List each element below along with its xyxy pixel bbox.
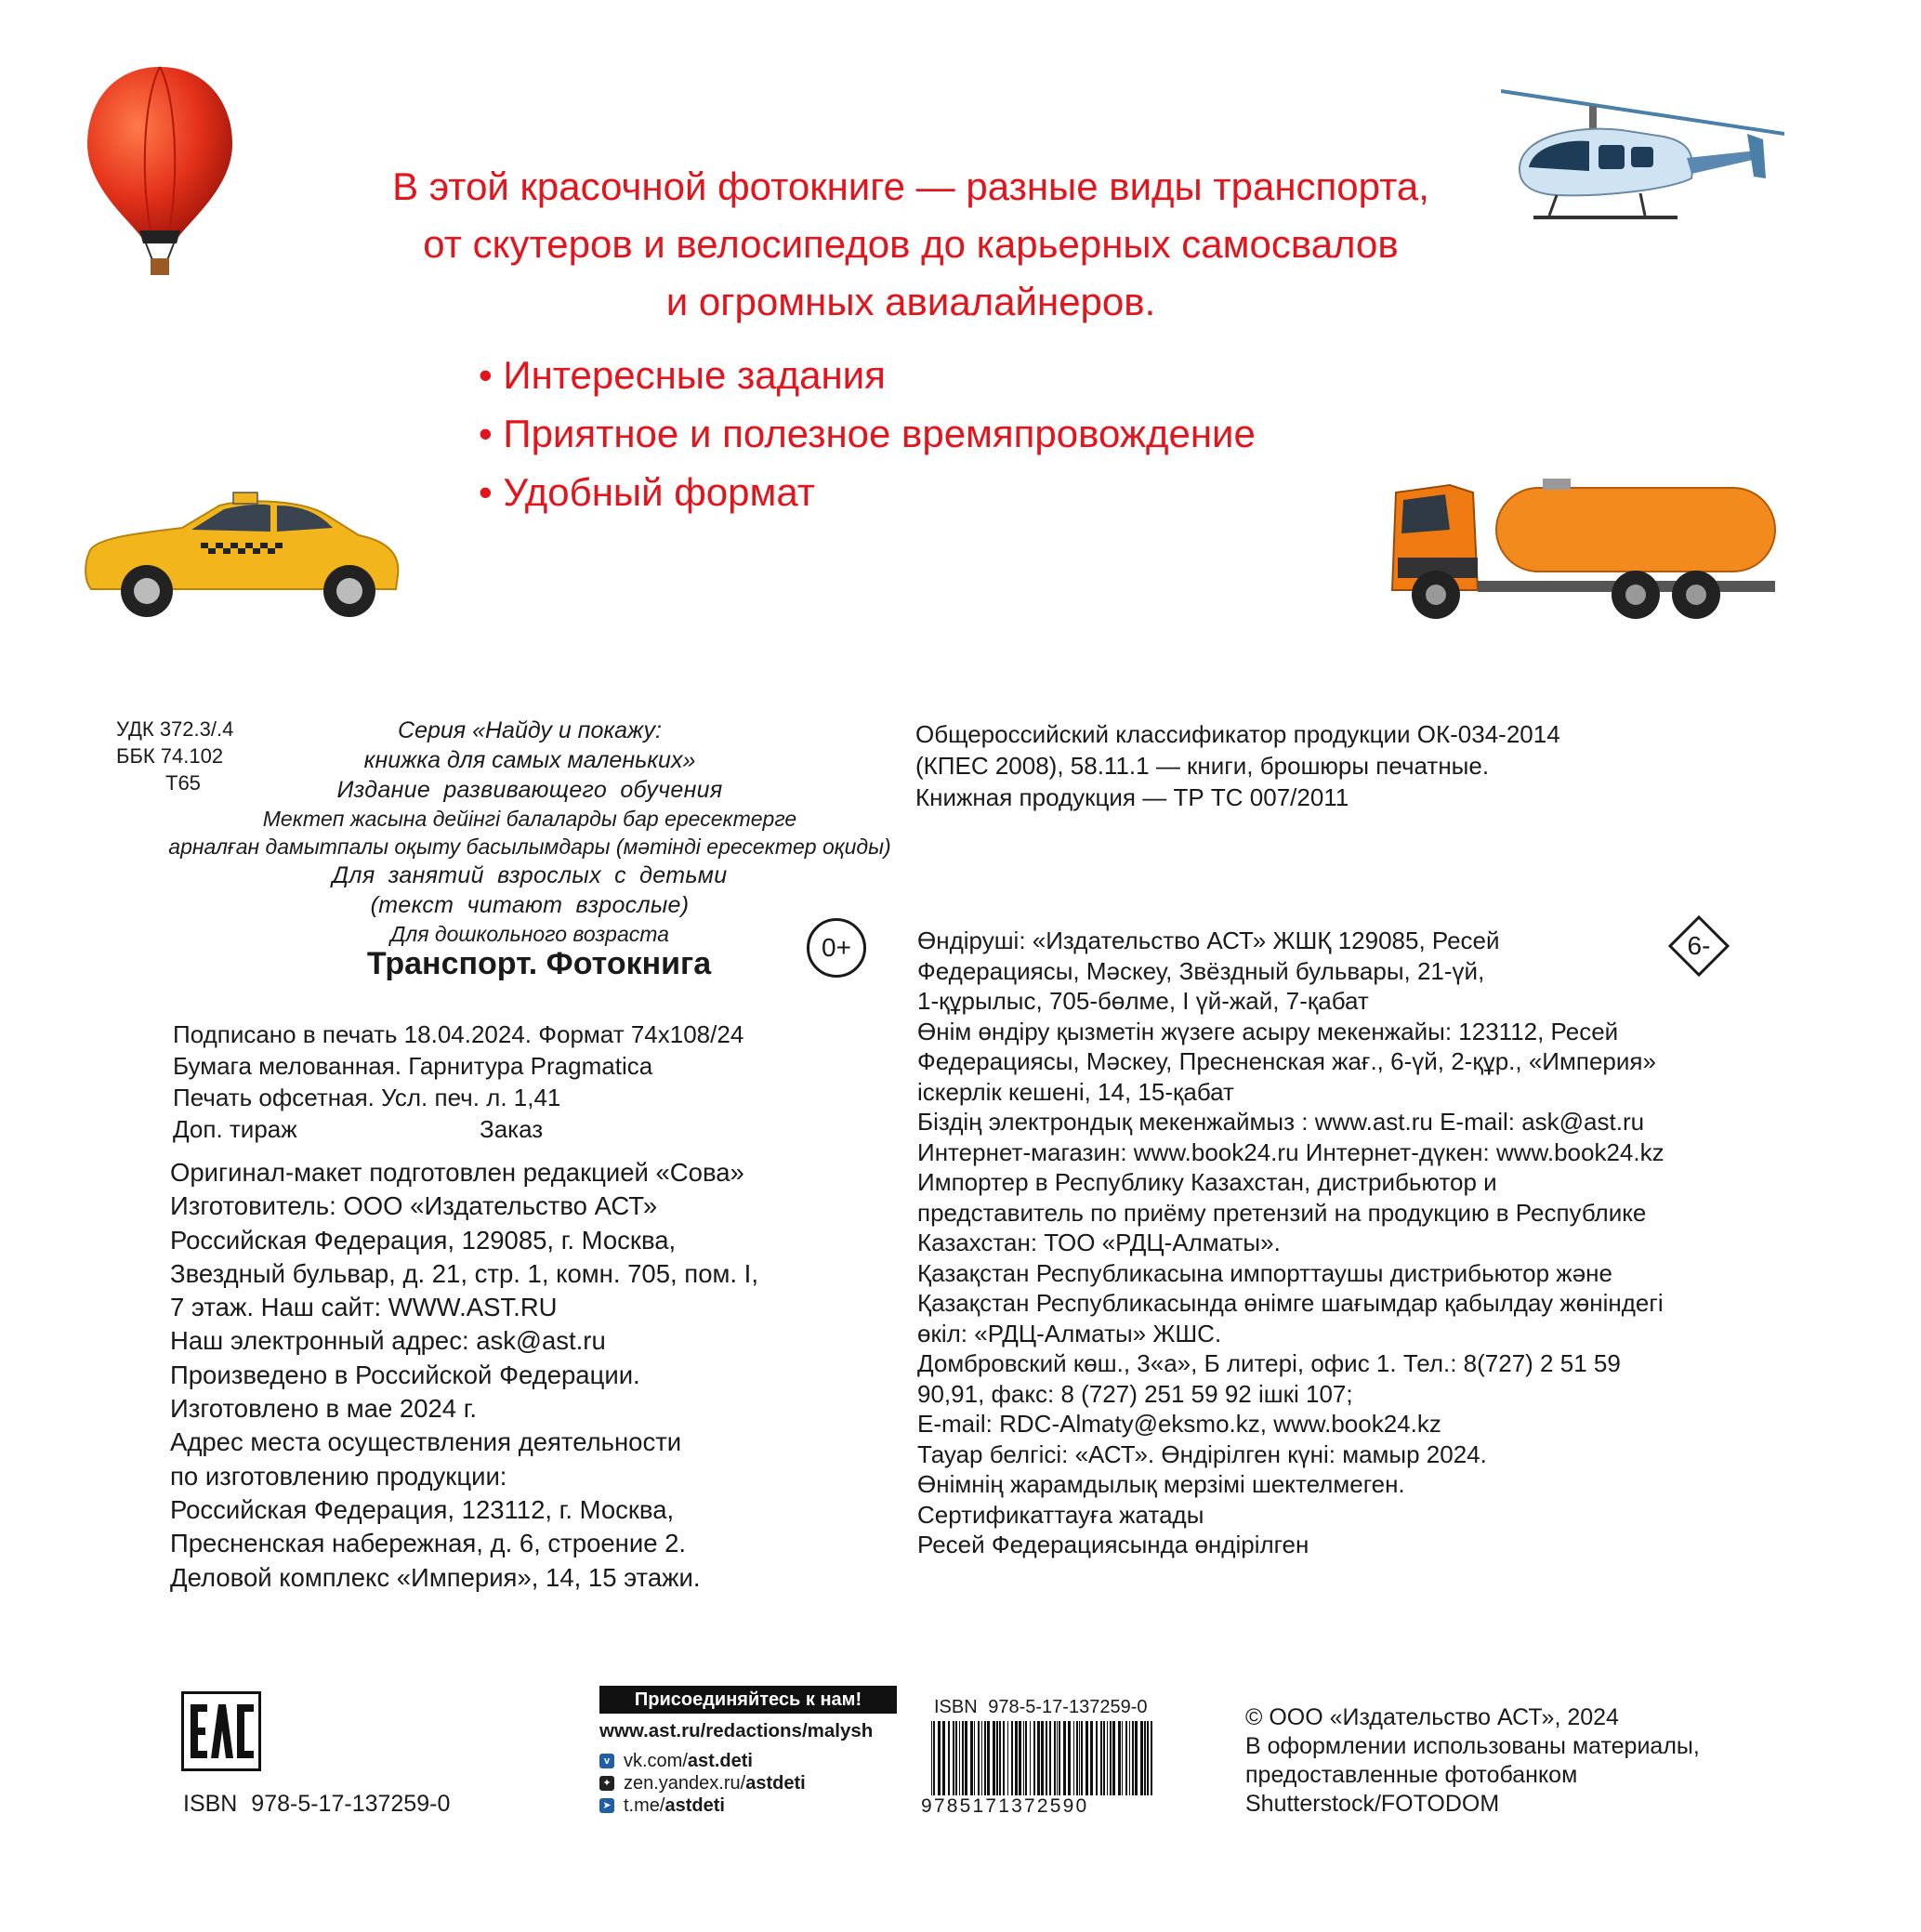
print-method: Печать офсетная. Усл. печ. л. 1,41	[173, 1084, 561, 1111]
maker-line: Произведено в Российской Федерации.	[170, 1360, 640, 1389]
print-signed: Подписано в печать 18.04.2024. Формат 74х108/24	[173, 1020, 744, 1048]
author-mark: Т65	[165, 771, 201, 795]
kz-line: E-mail: RDC-Almaty@eksmo.kz, www.book24.kz	[917, 1410, 1441, 1438]
maker-line: Изготовлено в мае 2024 г.	[170, 1394, 478, 1424]
isbn-text: ISBN 978-5-17-137259-0	[183, 1791, 451, 1817]
kazakhstan-info	[917, 926, 1782, 1560]
maker-line: 7 этаж. Наш сайт: WWW.AST.RU	[170, 1293, 558, 1322]
kz-line: Федерациясы, Мәскеу, Пресненская жағ., 6-үй, 2-құр., «Империя»	[917, 1047, 1656, 1075]
vk-icon: v	[599, 1754, 614, 1768]
copyright-line: предоставленные фотобанком	[1245, 1762, 1578, 1788]
kz-line: Қазақстан Республикасында өнімге шағымдар қабылдау жөніндегі	[917, 1289, 1664, 1317]
kz-line: представитель по приёму претензий на продукцию в Республике	[917, 1198, 1647, 1227]
print-paper: Бумага мелованная. Гарнитура Pragmatica	[173, 1052, 653, 1080]
social-prefix: zen.yandex.ru/	[624, 1773, 746, 1794]
series-line: Для дошкольного возраста	[390, 922, 669, 946]
social-links	[599, 1750, 806, 1817]
copyright-line: © ООО «Издательство АСТ», 2024	[1245, 1704, 1619, 1730]
barcode-isbn: ISBN 978-5-17-137259-0	[934, 1697, 1148, 1717]
intro-line: В этой красочной фотокниге — разные виды транспорта,	[392, 164, 1429, 208]
kz-line: Біздің электрондық мекенжаймыз : www.ast.ru E-mail: ask@ast.ru	[917, 1108, 1645, 1136]
kz-line: Қазақстан Республикасына импорттаушы дистрибьютор және	[917, 1258, 1612, 1287]
udk-code: УДК 372.3/.4	[116, 717, 234, 741]
maker-line: Изготовитель: ООО «Издательство АСТ»	[170, 1191, 658, 1221]
join-us-banner: Присоединяйтесь к нам!	[599, 1686, 897, 1714]
tanker-truck-image	[1385, 465, 1784, 623]
taxi-image	[80, 487, 405, 626]
maker-line: Пресненская набережная, д. 6, строение 2.	[170, 1529, 687, 1558]
maker-line: Адрес места осуществления деятельности	[170, 1427, 682, 1457]
order-label: Заказ	[480, 1115, 544, 1143]
hot-air-balloon-image	[86, 65, 234, 283]
kz-line: Тауар белгісі: «АСТ». Өндірілген күні: мамыр 2024.	[917, 1439, 1487, 1468]
maker-line: по изготовлению продукции:	[170, 1461, 507, 1491]
kz-line: Өнім өндіру қызметін жүзеге асыру мекенжайы: 123112, Ресей	[917, 1017, 1619, 1045]
bbk-code: ББК 74.102	[116, 744, 224, 768]
kz-line: 1-құрылыс, 705-бөлме, I үй-жай, 7-қабат	[917, 987, 1369, 1015]
classifier-line: Книжная продукция — ТР ТС 007/2011	[915, 783, 1349, 811]
age-rating-badge: 0+	[807, 918, 866, 978]
intro-line: и огромных авиалайнеров.	[665, 280, 1156, 323]
feature-item: • Интересные задания	[479, 346, 1256, 404]
series-line: книжка для самых маленьких»	[363, 747, 696, 773]
kz-line: Импортер в Республику Казахстан, дистрибьютор и	[917, 1168, 1497, 1196]
social-handle: ast.deti	[687, 1751, 753, 1771]
maker-line: Оригинал-макет подготовлен редакцией «Сова»	[170, 1158, 744, 1187]
series-line: (текст читают взрослые)	[370, 892, 690, 918]
kz-line: Федерациясы, Мәскеу, Звёздный бульвары, 21-үй,	[917, 956, 1485, 985]
kz-line: Өндіруші: «Издательство АСТ» ЖШҚ 129085, Ресей	[917, 927, 1500, 954]
intro-text	[279, 158, 1543, 331]
print-info	[173, 1019, 743, 1145]
kz-line: 90,91, факс: 8 (727) 251 59 92 ішкі 107;	[917, 1379, 1353, 1408]
book-title: Транспорт. Фотокнига	[366, 946, 712, 981]
classifier-line: Общероссийский классификатор продукции ОК-034-2014	[915, 720, 1560, 748]
product-classifier	[915, 718, 1560, 813]
classifier-line: (КПЕС 2008), 58.11.1 — книги, брошюры печатные.	[915, 752, 1490, 780]
kz-line: Домбровский көш., 3«а», Б литері, офис 1. Тел.: 8(727) 2 51 59	[917, 1349, 1621, 1377]
zen-icon: ✦	[599, 1776, 614, 1791]
kz-line: іскерлік кешені, 14, 15-қабат	[917, 1077, 1234, 1106]
social-handle: astdeti	[664, 1795, 725, 1816]
maker-line: Звездный бульвар, д. 21, стр. 1, комн. 705, пом. I,	[170, 1258, 758, 1288]
social-prefix: vk.com/	[624, 1751, 688, 1771]
publisher-link[interactable]: www.ast.ru/redactions/malysh	[599, 1720, 874, 1741]
maker-line: Российская Федерация, 123112, г. Москва,	[170, 1494, 675, 1524]
series-line: Серия «Найду и покажу:	[398, 717, 662, 743]
telegram-icon: ➤	[599, 1798, 614, 1813]
kz-line: Өнімнің жарамдылық мерзімі шектелмеген.	[917, 1470, 1405, 1498]
helicopter-image	[1501, 85, 1784, 239]
feature-item: • Приятное и полезное времяпровождение	[479, 404, 1256, 463]
kz-line: өкіл: «РДЦ-Алматы» ЖШС.	[917, 1319, 1222, 1347]
social-link-vk[interactable]	[599, 1750, 806, 1772]
age-rating-kz: 6-	[1687, 931, 1711, 960]
print-run-row	[173, 1113, 743, 1145]
series-line-kz: арналған дамытпалы оқыту басылымдары (мәтінді ересектер оқиды)	[168, 835, 891, 859]
copyright-block	[1245, 1703, 1700, 1819]
manufacturer-info	[170, 1156, 758, 1595]
intro-line: от скутеров и велосипедов до карьерных самосвалов	[423, 222, 1399, 266]
feature-list	[479, 346, 1256, 521]
social-link-zen[interactable]	[599, 1772, 806, 1794]
copyright-line: В оформлении использованы материалы,	[1245, 1733, 1700, 1759]
eac-mark-icon	[181, 1691, 261, 1771]
kz-line: Интернет-магазин: www.book24.ru Интернет-дүкен: www.book24.kz	[917, 1137, 1664, 1166]
social-handle: astdeti	[745, 1773, 806, 1794]
social-prefix: t.me/	[624, 1795, 665, 1816]
extra-run-label: Доп. тираж	[173, 1115, 297, 1143]
copyright-line: Shutterstock/FOTODOM	[1245, 1791, 1500, 1817]
maker-line: Наш электронный адрес: ask@ast.ru	[170, 1326, 606, 1356]
feature-item: • Удобный формат	[479, 463, 1256, 521]
series-line-kz: Мектеп жасына дейінгі балаларды бар ересектерге	[262, 807, 797, 831]
kz-line: Ресей Федерациясында өндірілген	[917, 1531, 1309, 1558]
barcode-digits: 9785171372590	[921, 1795, 1163, 1818]
social-link-telegram[interactable]	[599, 1794, 806, 1817]
series-block	[130, 716, 929, 948]
series-line: Издание развивающего обучения	[336, 777, 723, 803]
maker-line: Деловой комплекс «Империя», 14, 15 этажи.	[170, 1562, 701, 1592]
kz-line: Казахстан: ТОО «РДЦ-Алматы».	[917, 1229, 1281, 1256]
maker-line: Российская Федерация, 129085, г. Москва,	[170, 1225, 677, 1255]
series-line: Для занятий взрослых с детьми	[332, 862, 728, 888]
kz-line: Сертификаттауға жатады	[917, 1500, 1204, 1529]
